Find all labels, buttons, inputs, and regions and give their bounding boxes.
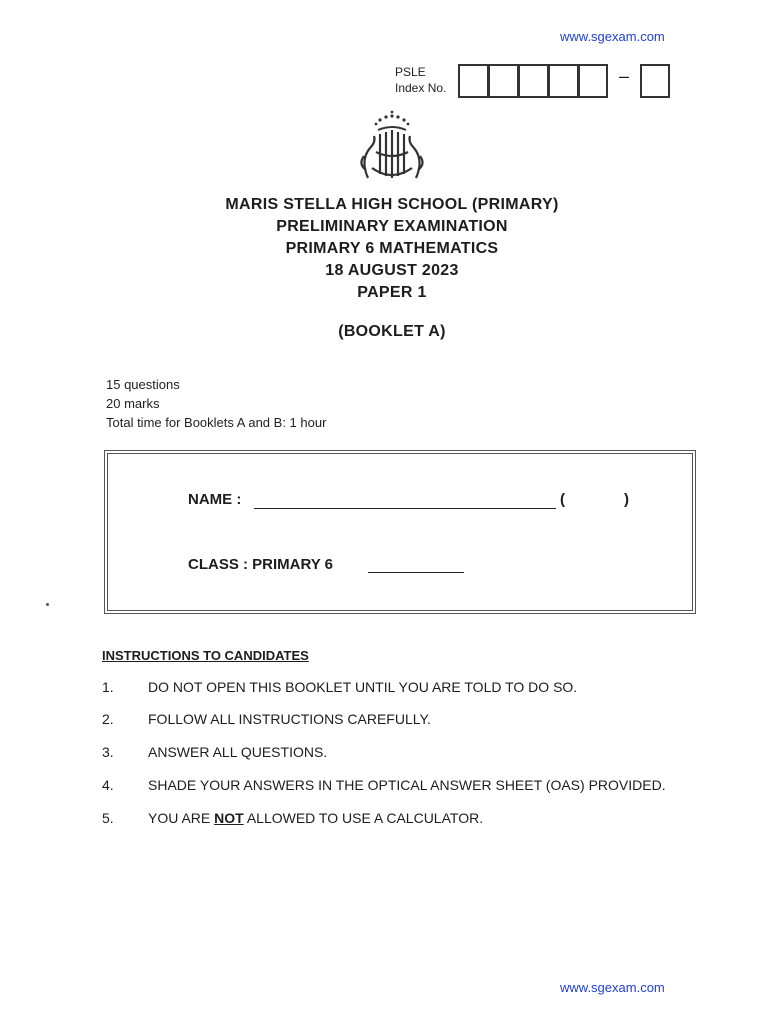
index-dash: – <box>619 66 630 86</box>
booklet-label: (BOOKLET A) <box>338 323 446 340</box>
instruction-text: DO NOT OPEN THIS BOOKLET UNTIL YOU ARE TOLD TO DO SO. <box>148 679 578 695</box>
subject-name: PRIMARY 6 MATHEMATICS <box>285 240 499 257</box>
exam-date: 18 AUGUST 2023 <box>325 262 459 279</box>
instruction-text: FOLLOW ALL INSTRUCTIONS CAREFULLY. <box>148 711 431 727</box>
school-name: MARIS STELLA HIGH SCHOOL (PRIMARY) <box>225 196 559 213</box>
exam-name: PRELIMINARY EXAMINATION <box>276 218 508 235</box>
instructions-heading: INSTRUCTIONS TO CANDIDATES <box>102 648 309 663</box>
instruction-number: 4. <box>102 777 114 793</box>
index-digit-box[interactable] <box>548 64 578 98</box>
register-number-close: ) <box>624 491 629 508</box>
instruction-text <box>148 810 483 826</box>
website-link-bottom[interactable]: www.sgexam.com <box>560 980 665 995</box>
instruction-emphasis: NOT <box>214 810 244 826</box>
instruction-text: ANSWER ALL QUESTIONS. <box>148 744 328 760</box>
index-digit-box[interactable] <box>458 64 488 98</box>
school-crest-icon <box>350 108 434 188</box>
instruction-text-before: YOU ARE <box>148 810 215 826</box>
index-digit-box[interactable] <box>518 64 548 98</box>
register-number-open: ( <box>560 491 565 508</box>
paper-number: PAPER 1 <box>357 284 427 301</box>
scan-speck <box>46 603 49 606</box>
question-count: 15 questions <box>106 377 180 392</box>
name-field[interactable] <box>254 508 556 509</box>
psle-label-line1: PSLE <box>395 65 426 79</box>
instruction-text: SHADE YOUR ANSWERS IN THE OPTICAL ANSWER SHEET (OAS) PROVIDED. <box>148 777 666 793</box>
instruction-number: 2. <box>102 711 114 727</box>
class-label: CLASS : PRIMARY 6 <box>188 556 334 573</box>
total-marks: 20 marks <box>106 396 160 411</box>
index-check-digit-box[interactable] <box>640 64 670 98</box>
psle-index-label <box>395 64 446 96</box>
index-digit-box[interactable] <box>488 64 518 98</box>
instruction-number: 5. <box>102 810 114 826</box>
total-time: Total time for Booklets A and B: 1 hour <box>106 415 327 430</box>
website-link-top[interactable]: www.sgexam.com <box>560 29 665 44</box>
index-digit-box[interactable] <box>578 64 608 98</box>
class-field[interactable] <box>368 572 464 573</box>
student-details-box <box>104 450 696 614</box>
instruction-number: 3. <box>102 744 114 760</box>
instruction-text-after: ALLOWED TO USE A CALCULATOR. <box>243 810 484 826</box>
psle-index-boxes[interactable] <box>458 64 608 98</box>
psle-label-line2: Index No. <box>395 81 447 95</box>
name-label: NAME : <box>188 491 242 508</box>
instruction-number: 1. <box>102 679 114 695</box>
